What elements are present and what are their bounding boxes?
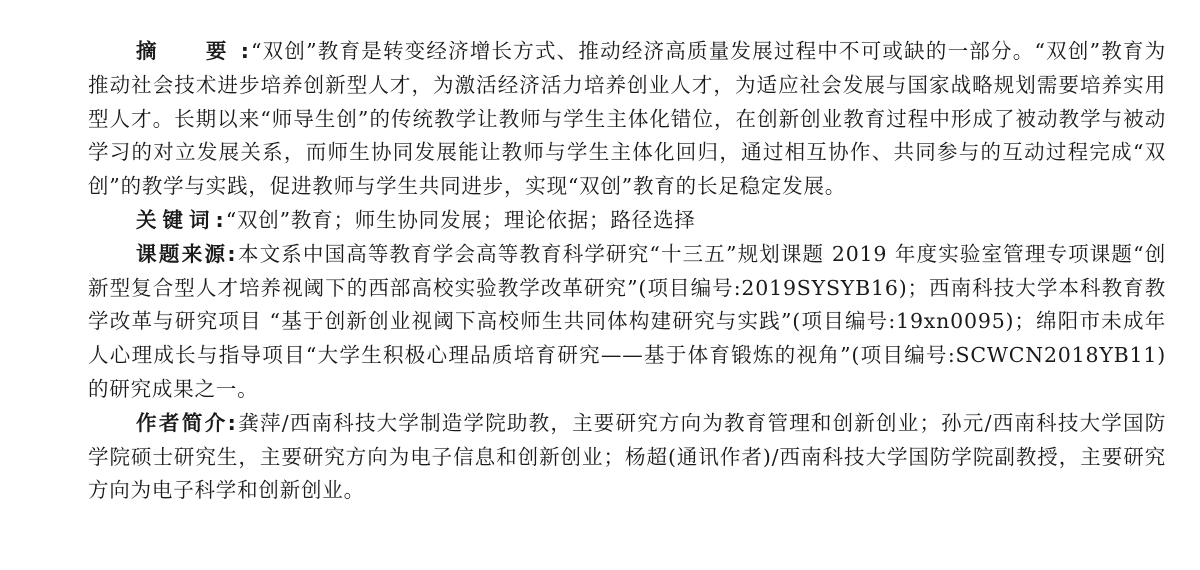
funding-text: 本文系中国高等教育学会高等教育科学研究“十三五”规划课题 2019 年度实验室管理专项课题“创新型复合型人才培养视阈下的西部高校实验教学改革研究”(项目编号:2019SYSYB16)；西南科技大学本科教育教学改革与研究项目 “基于创新创业视阈下高校师生共同体构建研究与实践”(项目编号:19xn0095)；绵阳市未成年人心理成长与指导项目“大学生积极心理品质培育研究——基于体育锻炼的视角”(项目编号:SCWCN2018YB11)的研究成果之一。 [88,241,1167,401]
keywords-paragraph [88,204,1166,238]
authors-text: 龚萍/西南科技大学制造学院助教，主要研究方向为教育管理和创新创业；孙元/西南科技大学国防学院硕士研究生，主要研究方向为电子信息和创新创业；杨超(通讯作者)/西南科技大学国防学院副教授，主要研究方向为电子科学和创新创业。 [88,410,1167,503]
authors-label: 作者简介 [136,410,228,435]
funding-label: 课题来源 [136,241,228,266]
keywords-label: 关键词 [136,207,216,232]
abstract-separator: : [240,39,251,63]
funding-paragraph [88,238,1166,407]
authors-separator: : [227,410,238,435]
funding-separator: : [227,241,238,266]
authors-paragraph [88,407,1166,508]
article-front-matter [88,35,1166,508]
abstract-text: “双创”教育是转变经济增长方式、推动经济高质量发展过程中不可或缺的一部分。“双创”教育为推动社会技术进步培养创新型人才，为激活经济活力培养创业人才，为适应社会发展与国家战略规划需要培养实用型人才。长期以来“师导生创”的传统教学让教师与学生主体化错位，在创新创业教育过程中形成了被动教学与被动学习的对立发展关系，而师生协同发展能让教师与学生主体化回归，通过相互协作、共同参与的互动过程完成“双创”的教学与实践，促进教师与学生共同进步，实现“双创”教育的长足稳定发展。 [88,39,1167,199]
abstract-label: 摘 要 [136,39,241,63]
keywords-separator: : [215,207,226,232]
abstract-paragraph [88,35,1166,204]
keywords-text: “双创”教育；师生协同发展；理论依据；路径选择 [225,207,696,232]
